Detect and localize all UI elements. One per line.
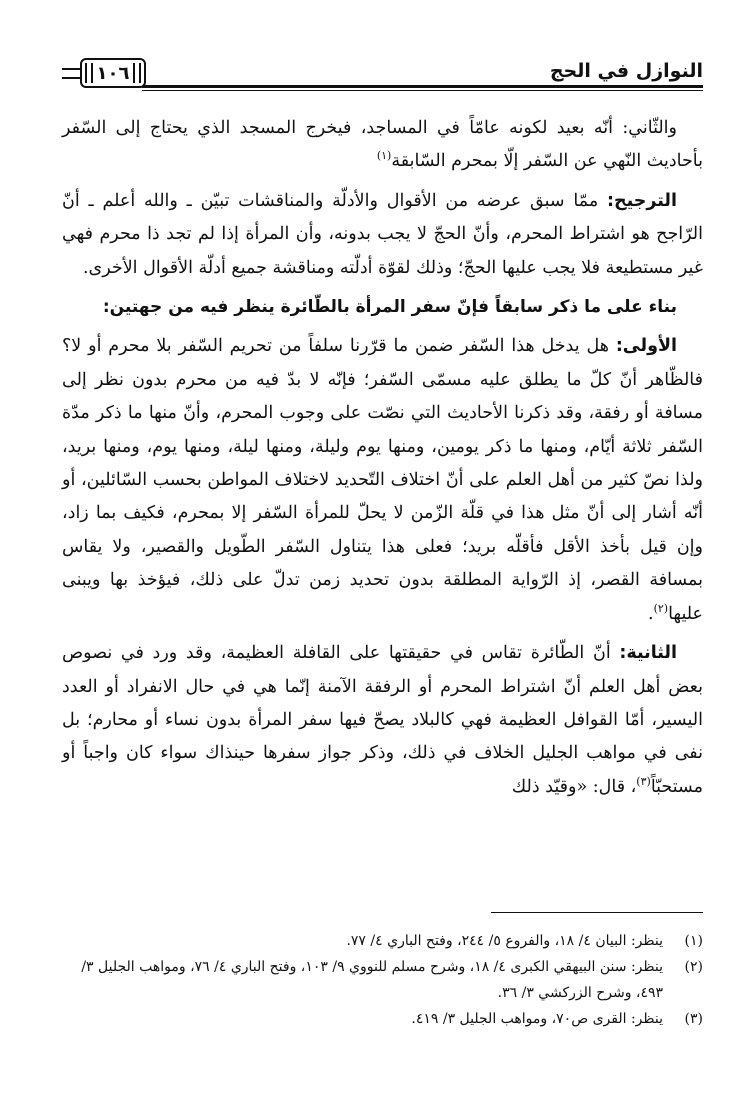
footnote-ref: (٣) xyxy=(636,774,651,788)
footnote-separator xyxy=(491,912,703,913)
footnote-ref: (١) xyxy=(376,149,392,163)
footnote-ref: (٢) xyxy=(653,601,669,615)
main-text xyxy=(62,112,703,810)
footnote-number: (١) xyxy=(684,933,703,949)
footnote-number: (٢) xyxy=(684,959,703,975)
header-rule xyxy=(142,85,703,88)
paragraph-lead: الترجيح: xyxy=(607,190,677,211)
running-title: النوازل في الحج xyxy=(549,60,703,82)
page-number: ١٠٦ xyxy=(80,58,146,88)
footnote-text: ينظر: البيان ٤/ ١٨، والفروع ٥/ ٢٤٤، وفتح الباري ٤/ ٧٧. xyxy=(346,933,663,949)
paragraph: الترجيح: ممّا سبق عرضه من الأقوال والأدلّة والمناقشات تبيّن ـ والله أعلم ـ أنّ الرّاجح هو اشتراط المحرم، وأنّ الحجّ لا يجب بدونه، وأن المرأة إذا لم تجد ذا محرم فهي غير مستطيعة فلا يجب عليها الحجّ؛ وذلك لقوّة أدلّته ومناقشة جميع أدلّة الأقوال الأخرى. xyxy=(62,190,703,278)
footnote xyxy=(62,954,703,1006)
footnote xyxy=(62,1006,703,1032)
paragraph: الأولى: هل يدخل هذا السّفر ضمن ما قرّرنا سلفاً من تحريم السّفر بلا محرم أو لا؟ فالظّاهر أنّ كلّ ما يطلق عليه مسمّى السّفر؛ فإنّه لا بدّ فيه من محرم بدون نظر إلى مسافة أو رفقة، وقد ذكرنا الأحاديث التي نصّت على وجوب المحرم، وأنّ منها ما ذكر مدّة السّفر ثلاثة أيّام، ومنها ما ذكر يومين، ومنها يوم وليلة، ومنها ليلة، ومنها يوم، ومنها بريد، ولذا نصّ كثير من أهل العلم على أنّ اختلاف التّحديد لاختلاف المواطن بحسب السّائلين، أو أنّه أشار إلى أنّ مثل هذا في قلّة الزّمن لا يحلّ للمرأة السّفر إلا بمحرم، فكيف بما زاد، وإن قيل بأخذ الأقل فأقلّه بريد؛ فعلى هذا يتناول السّفر الطّويل والقصير، ولا يقاس بمسافة القصر، إذ الرّواية المطلقة بدون تحديد زمن تدلّ على ذلك، فيؤخذ بها ويبنى عليها$^{(٢)}$. xyxy=(62,336,703,624)
footnote xyxy=(62,928,703,954)
paragraph-lead: الأولى: xyxy=(615,336,677,357)
section-heading: بناء على ما ذكر سابقاً فإنّ سفر المرأة بالطّائرة ينظر فيه من جهتين: xyxy=(102,297,677,318)
footnotes xyxy=(62,928,703,1032)
header-ornament xyxy=(62,68,80,79)
footnote-text: ينظر: سنن البيهقي الكبرى ٤/ ١٨، وشرح مسلم للنووي ٩/ ١٠٣، وفتح الباري ٤/ ٧٦، ومواهب الجليل ٣/ ٤٩٣، وشرح الزركشي ٣/ ٣٦. xyxy=(81,959,663,1001)
footnote-number: (٣) xyxy=(684,1011,703,1027)
paragraph: والثّاني: أنّه بعيد لكونه عامّاً في المساجد، فيخرج المسجد الذي يحتاج إلى السّفر بأحاديث النّهي عن السّفر إلّا بمحرم السّابقة$^{(١)}$ xyxy=(62,118,703,172)
paragraph: الثانية: أنّ الطّائرة تقاس في حقيقتها على القافلة العظيمة، وقد ورد في نصوص بعض أهل العلم أنّ اشتراط المحرم أو الرفقة الآمنة إنّما هي في حال الانفراد أو العدد اليسير، أمّا القوافل العظيمة فهي كالبلاد يصحّ فيها سفر المرأة بدون نساء أو محارم؛ بل نفى في مواهب الجليل الخلاف في ذلك، وذكر جواز سفرها حينذاك سواء كان واجباً أو مستحبّاً$^{(٣)}$، قال: «وقيّد ذلك xyxy=(62,643,703,797)
footnote-text: ينظر: القرى ص٧٠، ومواهب الجليل ٣/ ٤١٩. xyxy=(411,1011,663,1027)
paragraph-lead: الثانية: xyxy=(619,643,677,664)
page-header xyxy=(62,52,703,92)
header-rule-thin xyxy=(142,90,703,91)
